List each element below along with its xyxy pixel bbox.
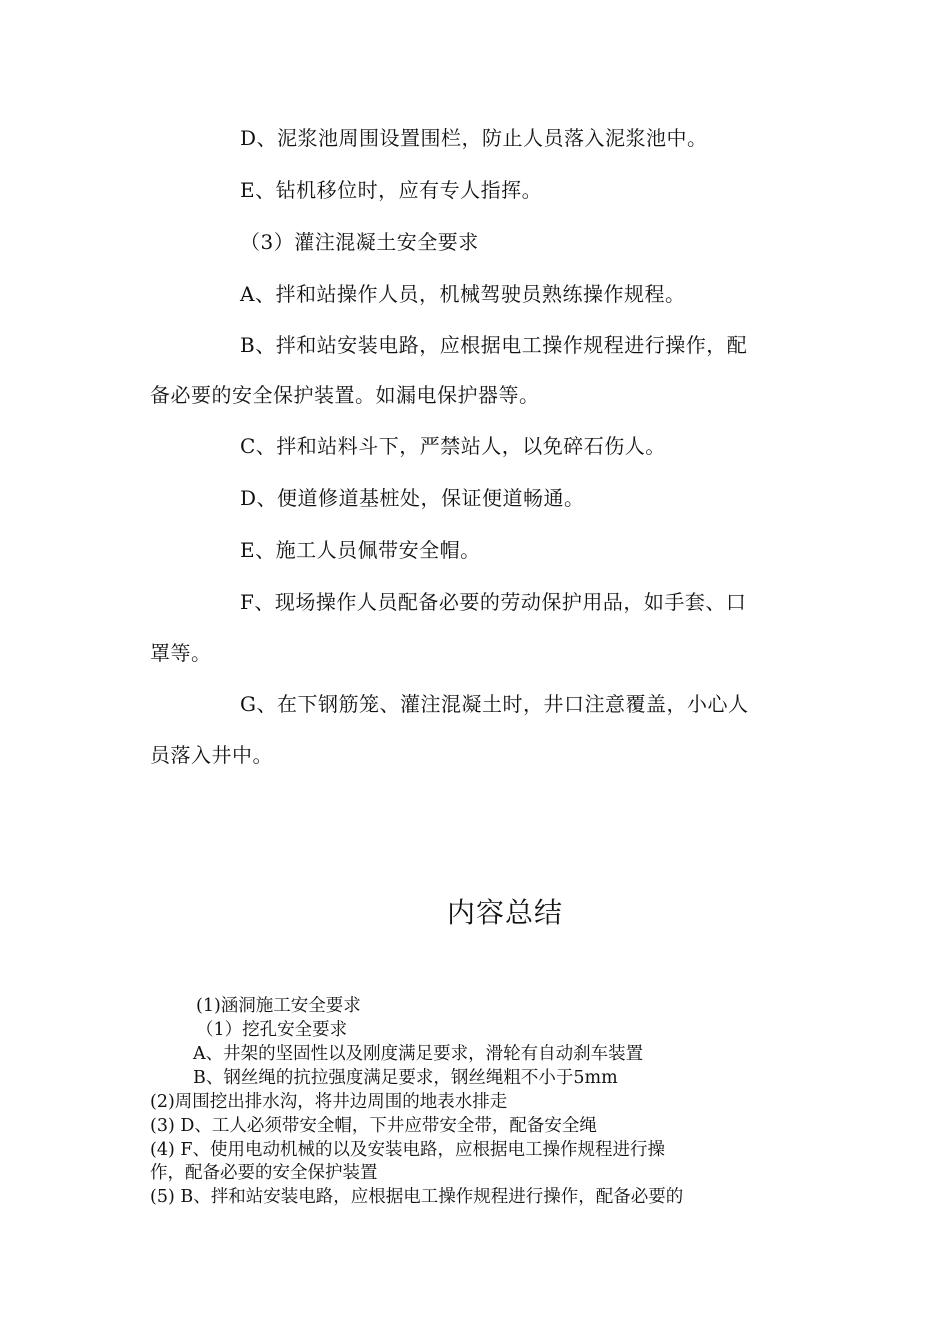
summary-line: A、井架的坚固性以及刚度满足要求，滑轮有自动刹车装置 (193, 1044, 644, 1064)
paragraph-line: F、现场操作人员配备必要的劳动保护用品，如手套、口 (240, 590, 747, 614)
summary-line: 作，配备必要的安全保护装置 (150, 1163, 378, 1183)
summary-title: 内容总结 (446, 896, 563, 929)
paragraph-line: 员落入井中。 (150, 743, 273, 767)
summary-line: （1）挖孔安全要求 (196, 1020, 348, 1040)
paragraph-line: D、便道修道基桩处，保证便道畅通。 (240, 486, 585, 510)
summary-line: (5) B、拌和站安装电路，应根据电工操作规程进行操作，配备必要的 (150, 1187, 684, 1207)
paragraph-line: B、拌和站安装电路，应根据电工操作规程进行操作，配 (240, 333, 748, 357)
summary-line: (2)周围挖出排水沟，将井边周围的地表水排走 (150, 1092, 508, 1112)
summary-line: (3) D、工人必须带安全帽，下井应带安全带，配备安全绳 (150, 1116, 597, 1136)
paragraph-line: E、钻机移位时，应有专人指挥。 (240, 178, 543, 202)
paragraph-line: E、施工人员佩带安全帽。 (240, 538, 481, 562)
summary-line: (1)涵洞施工安全要求 (196, 996, 361, 1016)
paragraph-line: G、在下钢筋笼、灌注混凝土时，井口注意覆盖，小心人 (240, 692, 749, 716)
paragraph-line: A、拌和站操作人员，机械驾驶员熟练操作规程。 (240, 282, 686, 306)
section-heading: （3）灌注混凝土安全要求 (240, 230, 479, 254)
paragraph-line: 备必要的安全保护装置。如漏电保护器等。 (150, 383, 540, 407)
paragraph-line: 罩等。 (150, 641, 212, 665)
summary-line: B、钢丝绳的抗拉强度满足要求，钢丝绳粗不小于5mm (193, 1068, 618, 1088)
paragraph-line: C、拌和站料斗下，严禁站人，以免碎石伤人。 (240, 434, 666, 458)
paragraph-line: D、泥浆池周围设置围栏，防止人员落入泥浆池中。 (240, 126, 708, 150)
summary-line: (4) F、使用电动机械的以及安装电路，应根据电工操作规程进行操 (150, 1140, 665, 1160)
